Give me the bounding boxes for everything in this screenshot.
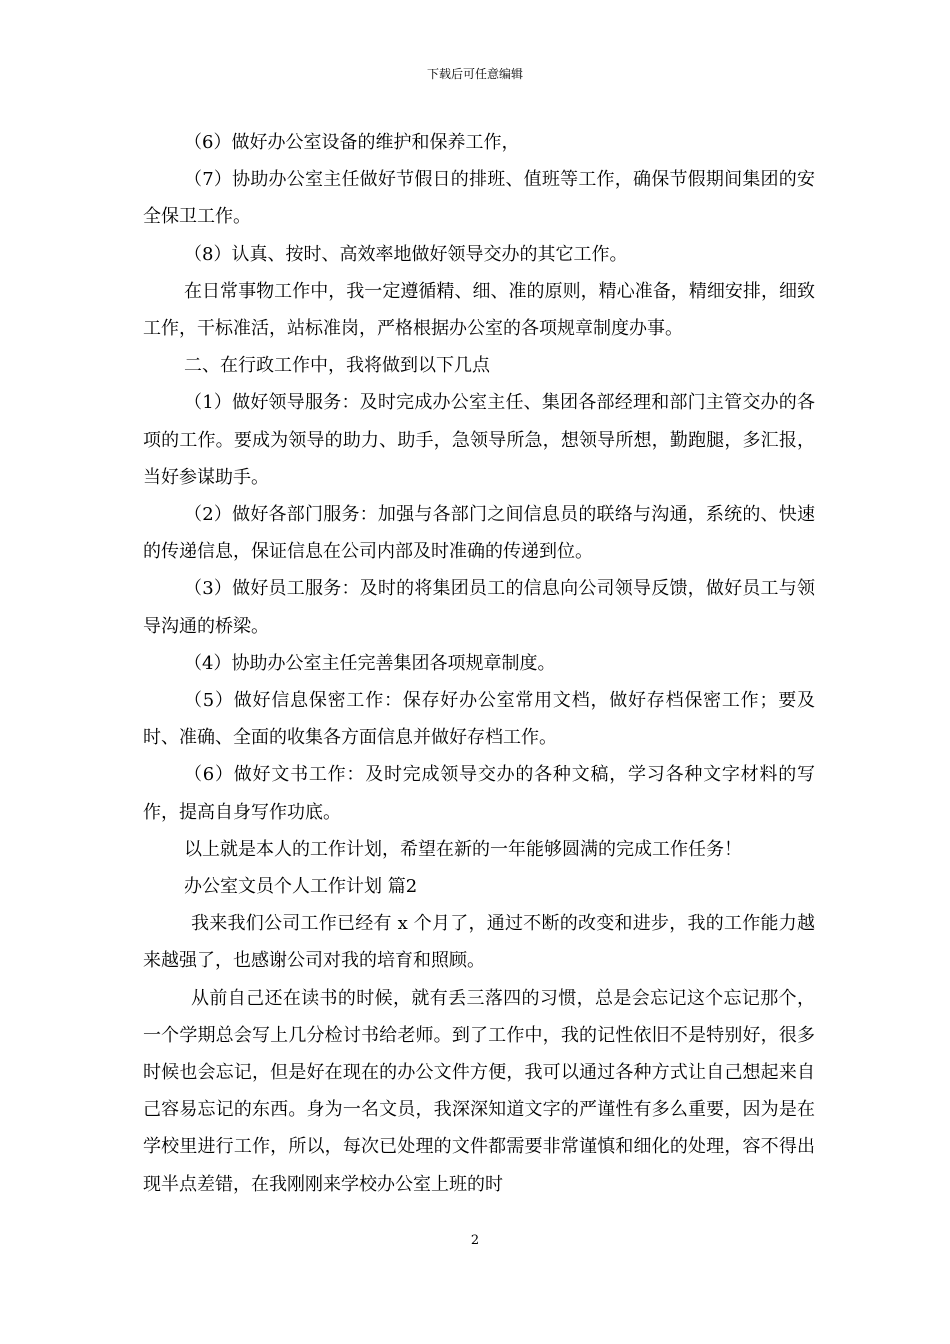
paragraph: （6）做好文书工作：及时完成领导交办的各种文稿，学习各种文字材料的写作，提高自身写作功底。 — [143, 764, 815, 823]
paragraph: （5）做好信息保密工作：保存好办公室常用文档，做好存档保密工作；要及时、准确、全面的收集各方面信息并做好存档工作。 — [143, 690, 815, 749]
paragraph: 我来我们公司工作已经有 x 个月了，通过不断的改变和进步，我的工作能力越来越强了，也感谢公司对我的培育和照顾。 — [143, 913, 815, 972]
paragraph: （2）做好各部门服务：加强与各部门之间信息员的联络与沟通，系统的、快速的传递信息，保证信息在公司内部及时准确的传递到位。 — [143, 504, 815, 563]
document-body — [143, 124, 815, 1203]
paragraph: 在日常事物工作中，我一定遵循精、细、准的原则，精心准备，精细安排，细致工作，干标准活，站标准岗，严格根据办公室的各项规章制度办事。 — [143, 280, 815, 340]
paragraph: （6）做好办公室设备的维护和保养工作， — [184, 132, 520, 153]
section-title: 办公室文员个人工作计划 篇2 — [184, 876, 418, 898]
page-header: 下载后可任意编辑 — [426, 67, 523, 81]
paragraph: 以上就是本人的工作计划，希望在新的一年能够圆满的完成工作任务！ — [184, 838, 742, 860]
section-heading: 二、在行政工作中，我将做到以下几点 — [184, 355, 490, 377]
paragraph: 从前自己还在读书的时候，就有丢三落四的习惯，总是会忘记这个忘记那个，一个学期总会写上几分检讨书给老师。到了工作中，我的记性依旧不是特别好，很多时候也会忘记，但是好在现在的办公文件方便，我可以通过各种方式让自己想起来自己容易忘记的东西。身为一名文员，我深深知道文字的严谨性有多么重要，因为是在学校里进行工作，所以，每次已处理的文件都需要非常谨慎和细化的处理，容不得出现半点差错，在我刚刚来学校办公室上班的时 — [143, 987, 815, 1195]
page-number: 2 — [470, 1233, 480, 1248]
paragraph: （8）认真、按时、高效率地做好领导交办的其它工作。 — [184, 243, 628, 265]
paragraph: （4）协助办公室主任完善集团各项规章制度。 — [184, 652, 556, 674]
paragraph: （3）做好员工服务：及时的将集团员工的信息向公司领导反馈，做好员工与领导沟通的桥梁。 — [143, 578, 815, 637]
paragraph: （1）做好领导服务：及时完成办公室主任、集团各部经理和部门主管交办的各项的工作。要成为领导的助力、助手，急领导所急，想领导所想，勤跑腿，多汇报，当好参谋助手。 — [143, 392, 815, 488]
paragraph: （7）协助办公室主任做好节假日的排班、值班等工作，确保节假期间集团的安全保卫工作。 — [143, 169, 815, 228]
